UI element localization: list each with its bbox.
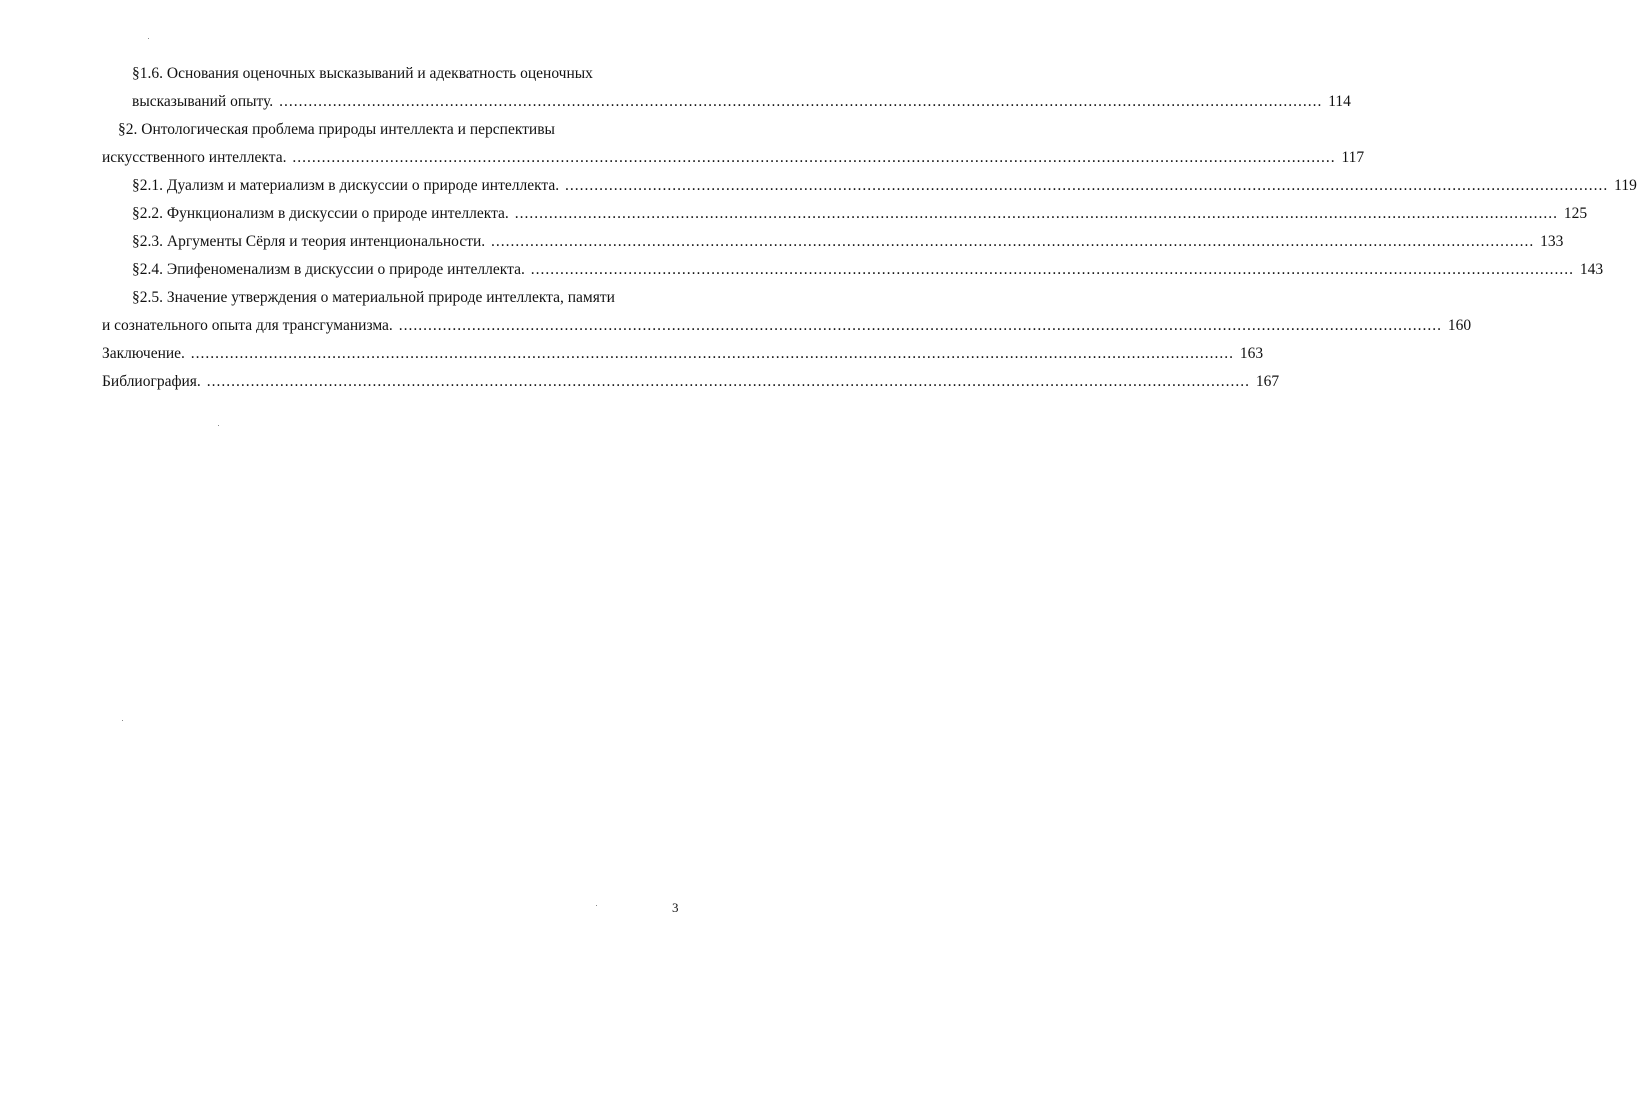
toc-leader-dots [279, 93, 1322, 110]
toc-entry-title: §2.3. Аргументы Сёрля и теория интенциональности. [132, 233, 486, 250]
toc-entry-title: высказываний опыту. [132, 93, 274, 110]
scan-speck [218, 425, 219, 426]
scan-speck [122, 720, 123, 721]
toc-entry-last-line [0, 340, 1264, 368]
toc-entry-last-line [0, 256, 1604, 284]
toc-entry-last-line [0, 200, 1588, 228]
page-number: 3 [672, 900, 679, 915]
toc-entry-2-5[interactable] [0, 284, 1472, 340]
scan-speck [148, 38, 149, 39]
toc-leader-dots [565, 177, 1608, 194]
toc-leader-dots [207, 373, 1250, 390]
toc-entry-title: §1.6. Основания оценочных высказываний и адекватность оценочных [132, 65, 593, 82]
toc-leader-dots [491, 233, 1534, 250]
toc-entry-last-line [0, 368, 1280, 396]
toc-entry-title: §2.4. Эпифеноменализм в дискуссии о природе интеллекта. [132, 261, 525, 278]
toc-page-number: 125 [1563, 205, 1588, 222]
table-of-contents [0, 60, 1637, 396]
toc-entry-title: §2.2. Функционализм в дискуссии о природе интеллекта. [132, 205, 509, 222]
toc-page-number: 114 [1328, 93, 1351, 110]
toc-entry-conclusion[interactable] [0, 340, 1264, 368]
toc-page-number: 167 [1255, 373, 1280, 390]
toc-page-number: 133 [1540, 233, 1564, 250]
toc-entry-2-1[interactable] [0, 172, 1637, 200]
toc-leader-dots [399, 317, 1442, 334]
toc-entry-title: §2.1. Дуализм и материализм в дискуссии о природе интеллекта. [132, 177, 560, 194]
toc-leader-dots [292, 149, 1335, 166]
toc-entry-title: и сознательного опыта для трансгуманизма. [102, 317, 393, 334]
toc-entry-2-3[interactable] [0, 228, 1564, 256]
toc-page-number: 117 [1341, 149, 1365, 166]
toc-entry-1-6[interactable] [0, 60, 1351, 116]
toc-page-number: 163 [1239, 345, 1264, 362]
scan-speck [596, 905, 597, 906]
toc-entry-2-4[interactable] [0, 256, 1604, 284]
toc-entry-title: §2.5. Значение утверждения о материальной природе интеллекта, памяти [132, 289, 615, 306]
toc-entry-2-2[interactable] [0, 200, 1588, 228]
toc-leader-dots [515, 205, 1558, 222]
toc-entry-title: искусственного интеллекта. [102, 149, 287, 166]
toc-entry-title: §2. Онтологическая проблема природы интеллекта и перспективы [118, 121, 555, 138]
toc-entry-title: Библиография. [102, 373, 201, 390]
toc-entry-last-line [0, 172, 1637, 200]
toc-leader-dots [191, 345, 1234, 362]
toc-page-number: 119 [1614, 177, 1637, 194]
toc-entry-2[interactable] [0, 116, 1365, 172]
toc-page-number: 143 [1579, 261, 1604, 278]
toc-leader-dots [531, 261, 1574, 278]
toc-entry-last-line [0, 228, 1564, 256]
toc-page-number: 160 [1447, 317, 1472, 334]
toc-entry-title: Заключение. [102, 345, 185, 362]
toc-entry-bibliography[interactable] [0, 368, 1280, 396]
toc-entry-last-line [0, 144, 1365, 172]
toc-entry-last-line [0, 312, 1472, 340]
toc-entry-last-line [0, 88, 1351, 116]
